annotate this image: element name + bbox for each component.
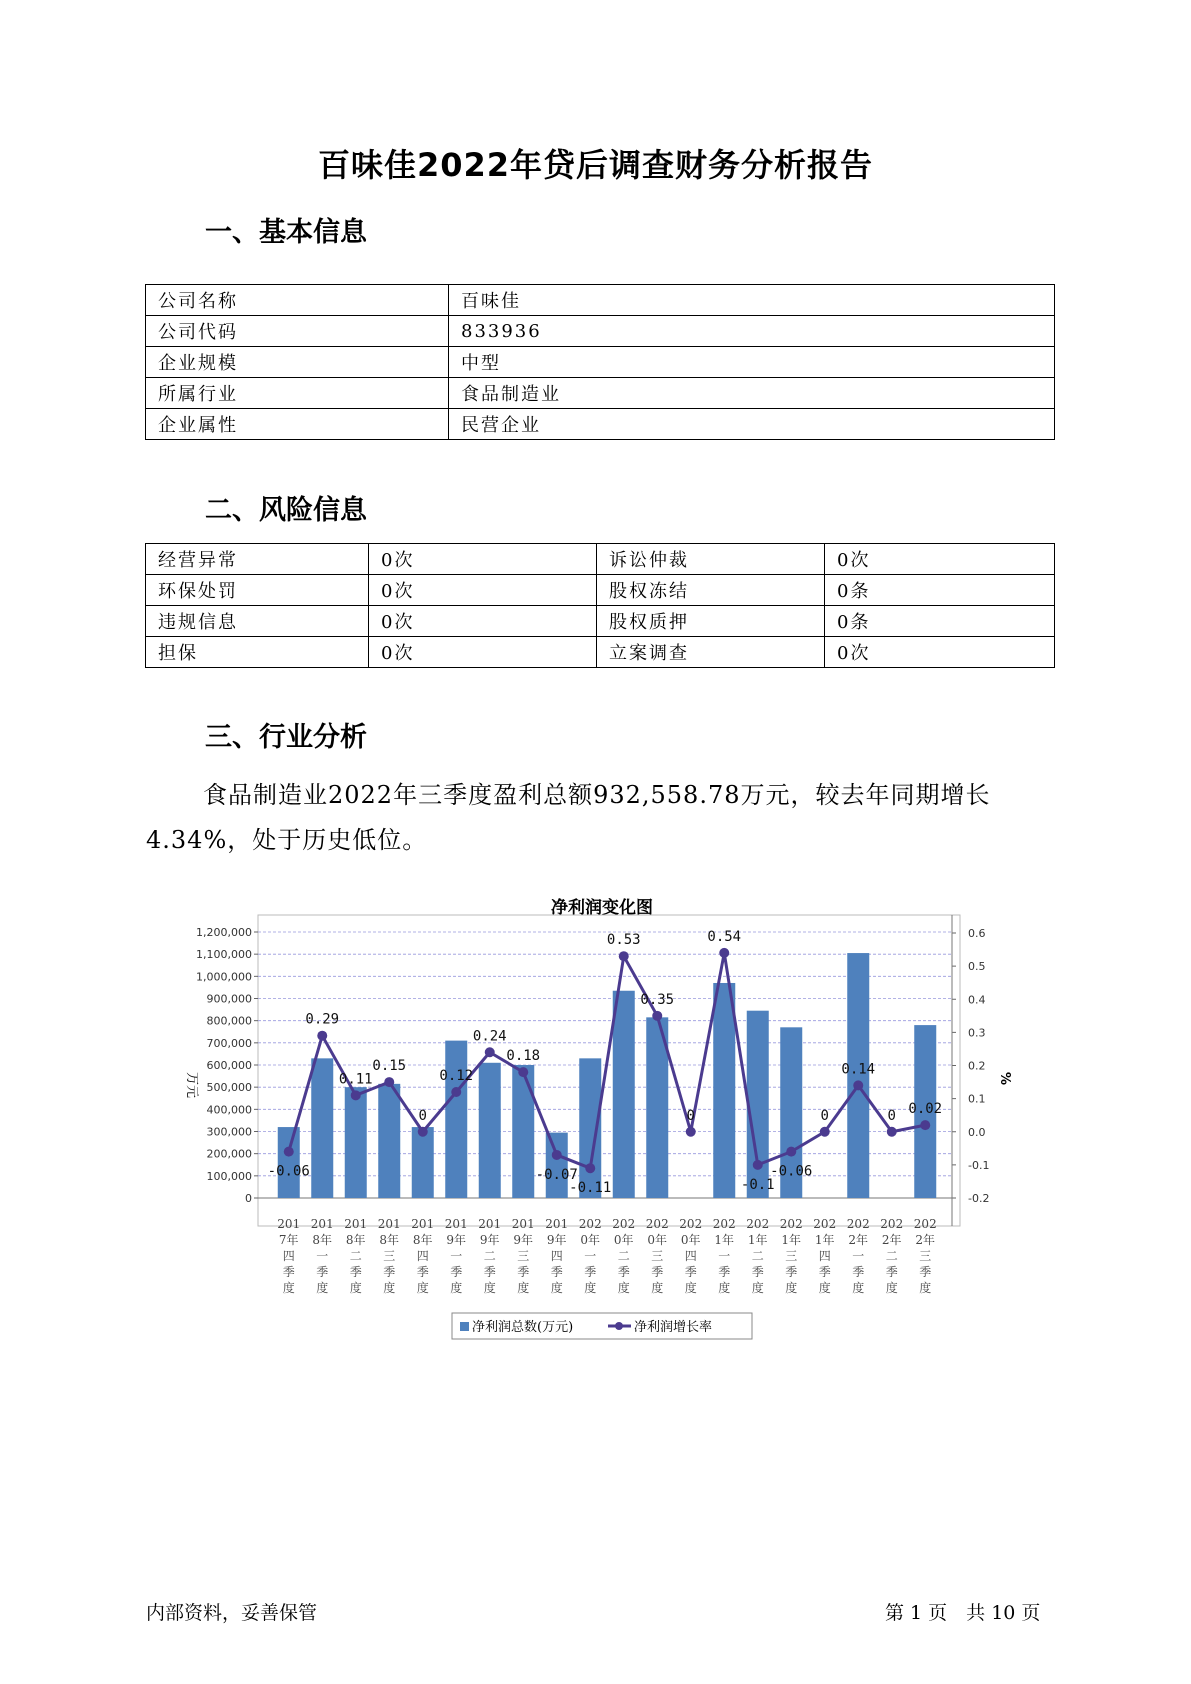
- x-tick-label: 8年: [412, 1233, 433, 1247]
- risk-label: 违规信息: [146, 606, 369, 637]
- x-tick-label: 0年: [613, 1233, 634, 1247]
- x-tick-label: 度: [450, 1281, 463, 1295]
- y-tick-label: 600,000: [206, 1059, 252, 1072]
- growth-point: [786, 1147, 796, 1157]
- y2-tick-label: 0.3: [968, 1026, 986, 1040]
- x-tick-label: 0年: [580, 1233, 601, 1247]
- x-tick-label: 二: [751, 1249, 764, 1263]
- footer-confidential: 内部资料，妥善保管: [146, 1602, 318, 1624]
- growth-data-label: -0.06: [267, 1163, 310, 1180]
- y-tick-label: 400,000: [206, 1103, 252, 1117]
- x-tick-label: 202: [913, 1217, 937, 1231]
- x-tick-label: 二: [885, 1249, 898, 1263]
- basic-info-row: [146, 409, 1055, 440]
- x-tick-label: 2年: [881, 1233, 902, 1247]
- x-tick-label: 202: [712, 1217, 736, 1231]
- legend-bar-swatch: [460, 1322, 469, 1331]
- growth-data-label: 0.24: [472, 1028, 507, 1045]
- risk-value: 0条: [825, 606, 1055, 637]
- basic-info-label: 企业属性: [146, 409, 449, 440]
- x-tick-label: 季: [617, 1265, 630, 1279]
- bar: [345, 1087, 367, 1198]
- x-tick-label: 季: [651, 1265, 664, 1279]
- x-tick-label: 二: [483, 1249, 496, 1263]
- x-tick-label: 度: [651, 1281, 664, 1295]
- growth-data-label: 0: [686, 1107, 695, 1124]
- growth-point: [585, 1163, 595, 1173]
- growth-point: [518, 1067, 528, 1077]
- x-tick-label: 一: [718, 1249, 731, 1263]
- x-tick-label: 0年: [647, 1233, 668, 1247]
- growth-point: [920, 1120, 930, 1130]
- x-tick-label: 度: [483, 1281, 496, 1295]
- basic-info-row: [146, 378, 1055, 409]
- chart-title: 净利润变化图: [551, 898, 653, 918]
- x-tick-label: 季: [584, 1265, 597, 1279]
- basic-info-row: [146, 347, 1055, 378]
- chart-legend: [452, 1313, 752, 1339]
- x-tick-label: 2年: [915, 1233, 936, 1247]
- x-tick-label: 201: [310, 1217, 334, 1231]
- x-tick-label: 8年: [379, 1233, 400, 1247]
- legend-line-label: 净利润增长率: [634, 1320, 713, 1335]
- x-tick-label: 四: [416, 1249, 429, 1263]
- bar: [479, 1063, 501, 1198]
- growth-point: [619, 951, 629, 961]
- basic-info-value: 833936: [449, 316, 1055, 347]
- x-tick-label: 季: [416, 1265, 429, 1279]
- x-tick-label: 9年: [546, 1233, 567, 1247]
- y-tick-label: 800,000: [206, 1014, 252, 1028]
- basic-info-row: [146, 285, 1055, 316]
- x-tick-label: 度: [316, 1281, 329, 1295]
- x-tick-label: 季: [718, 1265, 731, 1279]
- basic-info-value: 食品制造业: [449, 378, 1055, 409]
- y-tick-label: 900,000: [206, 992, 252, 1006]
- basic-info-value: 中型: [449, 347, 1055, 378]
- growth-data-label: 0.54: [707, 928, 742, 945]
- legend-bar-label: 净利润总数(万元): [472, 1320, 574, 1335]
- growth-point: [317, 1031, 327, 1041]
- basic-info-label: 企业规模: [146, 347, 449, 378]
- x-tick-label: 四: [282, 1249, 295, 1263]
- x-tick-label: 一: [316, 1249, 329, 1263]
- growth-data-label: 0: [418, 1107, 427, 1124]
- x-tick-label: 度: [550, 1281, 563, 1295]
- x-tick-label: 季: [349, 1265, 362, 1279]
- x-tick-label: 季: [751, 1265, 764, 1279]
- x-tick-label: 202: [679, 1217, 703, 1231]
- x-tick-label: 度: [852, 1281, 865, 1295]
- x-tick-label: 季: [919, 1265, 932, 1279]
- x-tick-label: 8年: [312, 1233, 333, 1247]
- y2-tick-label: 0.6: [968, 927, 986, 940]
- basic-info-value: 百味佳: [449, 285, 1055, 316]
- x-tick-label: 季: [316, 1265, 329, 1279]
- y-tick-label: 200,000: [206, 1147, 252, 1161]
- x-tick-label: 度: [684, 1281, 697, 1295]
- x-tick-label: 三: [651, 1249, 664, 1263]
- x-tick-label: 9年: [446, 1233, 467, 1247]
- industry-analysis-paragraph: 食品制造业2022年三季度盈利总额932,558.78万元，较去年同期增长4.34%，处于历史低位。: [146, 781, 991, 854]
- x-tick-label: 202: [612, 1217, 636, 1231]
- basic-info-value: 民营企业: [449, 409, 1055, 440]
- y-tick-label: 1,100,000: [196, 948, 252, 962]
- x-tick-label: 三: [517, 1249, 530, 1263]
- risk-value: 0次: [825, 637, 1055, 668]
- growth-point: [719, 948, 729, 958]
- y-tick-label: 100,000: [206, 1169, 252, 1183]
- growth-point: [451, 1087, 461, 1097]
- y-tick-label: 1,000,000: [196, 970, 252, 984]
- bar: [311, 1058, 333, 1198]
- x-tick-label: 201: [511, 1217, 535, 1231]
- growth-data-label: -0.07: [535, 1166, 578, 1183]
- x-tick-label: 201: [444, 1217, 468, 1231]
- growth-data-label: 0: [820, 1107, 829, 1124]
- section-heading-basic: 一、基本信息: [205, 217, 367, 248]
- risk-label: 经营异常: [146, 544, 369, 575]
- y2-tick-label: 0.0: [968, 1125, 986, 1139]
- growth-data-label: 0.18: [506, 1048, 541, 1065]
- x-tick-label: 季: [818, 1265, 831, 1279]
- x-tick-label: 202: [779, 1217, 803, 1231]
- x-tick-label: 度: [818, 1281, 831, 1295]
- bar: [412, 1127, 434, 1198]
- growth-data-label: 0.53: [606, 932, 641, 949]
- x-tick-label: 201: [344, 1217, 368, 1231]
- growth-data-label: 0: [887, 1107, 896, 1124]
- risk-info-table: [145, 543, 1055, 668]
- y-tick-label: 500,000: [206, 1081, 252, 1095]
- y-tick-label: 0: [245, 1192, 252, 1205]
- x-tick-label: 季: [684, 1265, 697, 1279]
- x-tick-label: 一: [852, 1249, 865, 1263]
- legend-line-marker: [615, 1322, 623, 1330]
- x-tick-label: 201: [478, 1217, 502, 1231]
- section-heading-industry: 三、行业分析: [205, 722, 367, 753]
- bar: [378, 1084, 400, 1198]
- growth-data-label: 0.02: [908, 1101, 943, 1118]
- growth-point: [652, 1011, 662, 1021]
- risk-label: 立案调查: [597, 637, 825, 668]
- growth-data-label: -0.06: [770, 1163, 813, 1180]
- x-tick-label: 季: [852, 1265, 865, 1279]
- x-tick-label: 9年: [513, 1233, 534, 1247]
- x-tick-label: 202: [746, 1217, 770, 1231]
- x-tick-label: 度: [718, 1281, 731, 1295]
- risk-value: 0次: [369, 637, 597, 668]
- x-tick-label: 201: [277, 1217, 301, 1231]
- x-tick-label: 1年: [781, 1233, 802, 1247]
- bar: [445, 1041, 467, 1198]
- x-tick-label: 202: [846, 1217, 870, 1231]
- growth-point: [753, 1160, 763, 1170]
- growth-point: [887, 1127, 897, 1137]
- x-tick-label: 季: [785, 1265, 798, 1279]
- risk-info-row: [146, 606, 1055, 637]
- risk-label: 股权质押: [597, 606, 825, 637]
- basic-info-row: [146, 316, 1055, 347]
- x-tick-label: 度: [282, 1281, 295, 1295]
- x-tick-label: 季: [450, 1265, 463, 1279]
- x-tick-label: 1年: [714, 1233, 735, 1247]
- growth-data-label: -0.1: [740, 1176, 775, 1193]
- y2-tick-label: 0.2: [968, 1059, 986, 1073]
- growth-point: [686, 1127, 696, 1137]
- x-tick-label: 202: [813, 1217, 837, 1231]
- x-tick-label: 1年: [814, 1233, 835, 1247]
- x-tick-label: 8年: [345, 1233, 366, 1247]
- report-title: 百味佳2022年贷后调查财务分析报告: [317, 146, 874, 184]
- x-tick-label: 季: [517, 1265, 530, 1279]
- risk-label: 环保处罚: [146, 575, 369, 606]
- x-tick-label: 201: [377, 1217, 401, 1231]
- x-tick-label: 度: [785, 1281, 798, 1295]
- risk-value: 0条: [825, 575, 1055, 606]
- footer-page-number: 第 1 页 共 10 页: [885, 1602, 1041, 1624]
- x-tick-label: 度: [919, 1281, 932, 1295]
- x-tick-label: 季: [550, 1265, 563, 1279]
- growth-data-label: -0.11: [569, 1180, 612, 1197]
- growth-data-label: 0.14: [841, 1061, 876, 1078]
- x-tick-label: 1年: [747, 1233, 768, 1247]
- growth-point: [552, 1150, 562, 1160]
- x-tick-label: 三: [919, 1249, 932, 1263]
- x-tick-label: 四: [550, 1249, 563, 1263]
- x-tick-label: 度: [416, 1281, 429, 1295]
- x-tick-label: 201: [545, 1217, 569, 1231]
- risk-value: 0次: [825, 544, 1055, 575]
- x-tick-label: 度: [517, 1281, 530, 1295]
- growth-data-label: 0.12: [439, 1068, 474, 1084]
- y-tick-label: 1,200,000: [196, 926, 252, 939]
- section-heading-risk: 二、风险信息: [205, 495, 367, 526]
- basic-info-label: 所属行业: [146, 378, 449, 409]
- risk-value: 0次: [369, 544, 597, 575]
- growth-data-label: 0.11: [338, 1071, 373, 1088]
- x-tick-label: 二: [349, 1249, 362, 1263]
- x-tick-label: 度: [617, 1281, 630, 1295]
- risk-info-row: [146, 544, 1055, 575]
- growth-point: [485, 1047, 495, 1057]
- x-tick-label: 三: [383, 1249, 396, 1263]
- basic-info-label: 公司名称: [146, 285, 449, 316]
- x-tick-label: 四: [684, 1249, 697, 1263]
- y2-tick-label: 0.1: [968, 1092, 986, 1106]
- x-tick-label: 度: [751, 1281, 764, 1295]
- x-tick-label: 季: [383, 1265, 396, 1279]
- growth-point: [418, 1127, 428, 1137]
- x-tick-label: 一: [450, 1249, 463, 1263]
- x-tick-label: 201: [411, 1217, 435, 1231]
- x-tick-label: 季: [885, 1265, 898, 1279]
- risk-label: 担保: [146, 637, 369, 668]
- bar: [546, 1133, 568, 1198]
- growth-data-label: 0.35: [640, 991, 675, 1008]
- bar: [747, 1011, 769, 1198]
- y2-tick-label: -0.2: [968, 1192, 990, 1205]
- x-tick-label: 7年: [278, 1233, 299, 1247]
- bar: [713, 983, 735, 1198]
- x-tick-label: 季: [483, 1265, 496, 1279]
- x-tick-label: 季: [282, 1265, 295, 1279]
- growth-point: [351, 1090, 361, 1100]
- x-tick-label: 四: [818, 1249, 831, 1263]
- y2-tick-label: 0.4: [968, 993, 986, 1007]
- growth-point: [853, 1080, 863, 1090]
- bar: [613, 991, 635, 1198]
- risk-info-row: [146, 575, 1055, 606]
- x-tick-label: 度: [885, 1281, 898, 1295]
- x-tick-label: 9年: [479, 1233, 500, 1247]
- risk-label: 股权冻结: [597, 575, 825, 606]
- y-axis-label: 万元: [184, 1072, 199, 1099]
- x-tick-label: 二: [617, 1249, 630, 1263]
- x-tick-label: 2年: [848, 1233, 869, 1247]
- y-tick-label: 700,000: [206, 1036, 252, 1050]
- y2-tick-label: -0.1: [968, 1158, 990, 1172]
- risk-value: 0次: [369, 606, 597, 637]
- x-tick-label: 三: [785, 1249, 798, 1263]
- growth-point: [284, 1147, 294, 1157]
- chart-plot-area: [196, 915, 989, 1295]
- risk-label: 诉讼仲裁: [597, 544, 825, 575]
- x-tick-label: 度: [383, 1281, 396, 1295]
- bar: [278, 1127, 300, 1198]
- basic-info-label: 公司代码: [146, 316, 449, 347]
- basic-info-table: [145, 284, 1055, 440]
- growth-point: [820, 1127, 830, 1137]
- y2-axis-label: %: [997, 1072, 1012, 1086]
- bar: [512, 1065, 534, 1198]
- x-tick-label: 202: [645, 1217, 669, 1231]
- net-profit-chart: [176, 885, 1016, 1355]
- x-tick-label: 一: [584, 1249, 597, 1263]
- x-tick-label: 0年: [680, 1233, 701, 1247]
- x-tick-label: 202: [880, 1217, 904, 1231]
- risk-value: 0次: [369, 575, 597, 606]
- growth-data-label: 0.29: [305, 1011, 340, 1028]
- risk-info-row: [146, 637, 1055, 668]
- y-tick-label: 300,000: [206, 1125, 252, 1139]
- x-tick-label: 202: [578, 1217, 602, 1231]
- x-tick-label: 度: [349, 1281, 362, 1295]
- growth-data-label: 0.15: [372, 1058, 407, 1075]
- x-tick-label: 度: [584, 1281, 597, 1295]
- y2-tick-label: 0.5: [968, 960, 986, 974]
- growth-point: [384, 1077, 394, 1087]
